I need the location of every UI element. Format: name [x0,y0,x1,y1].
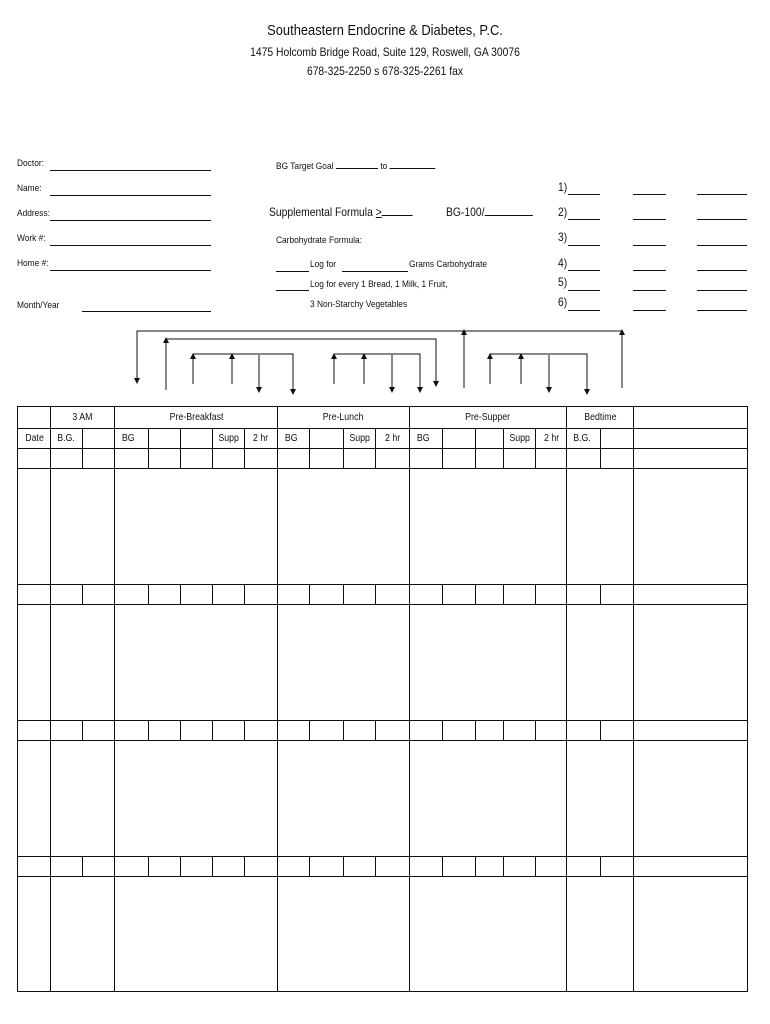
col-lunch-blank [310,429,344,449]
arrow-group-lunch [334,354,420,390]
item-2-label: 2) [558,205,568,219]
col-3am-bg: B.G. [51,429,83,449]
col-breakfast-bg: BG [115,429,148,449]
address-label: Address: [17,208,50,219]
table-row[interactable] [18,721,748,741]
col-lunch-bg: BG [278,429,310,449]
grams-carb-label: Grams Carbohydrate [409,259,488,270]
month-year-label: Month/Year [17,300,60,311]
col-supper-2hr: 2 hr [536,429,567,449]
table-group-header-row [18,407,748,429]
name-label: Name: [17,183,42,194]
col-bedtime-bg: B.G. [567,429,601,449]
col-lunch-supp: Supp [344,429,376,449]
non-starchy-label: 3 Non-Starchy Vegetables [310,299,408,310]
doctor-label: Doctor: [17,158,44,169]
item-5-label: 5) [558,275,568,289]
glucose-log-table [17,406,748,992]
practice-phones: 678-325-2250 s 678-325-2261 fax [306,64,464,78]
table-row[interactable] [18,605,748,721]
arrow-group-breakfast [193,354,293,392]
date-header: Date [18,429,51,449]
home-label: Home #: [17,258,49,269]
date-header-top [18,407,51,429]
timing-arrows-diagram [0,0,770,400]
practice-address: 1475 Holcomb Bridge Road, Suite 129, Roswell, GA 30076 [250,45,520,59]
table-row[interactable] [18,741,748,857]
table-row[interactable] [18,469,748,585]
col-breakfast-blank-1 [148,429,180,449]
item-4-label: 4) [558,256,568,270]
practice-name: Southeastern Endocrine & Diabetes, P.C. [267,22,503,39]
work-label: Work #: [17,233,46,244]
notes-header [634,407,748,429]
col-breakfast-2hr: 2 hr [244,429,277,449]
col-supper-blank-2 [475,429,503,449]
col-supper-supp: Supp [503,429,535,449]
col-notes [634,429,748,449]
table-row[interactable] [18,877,748,992]
arrow-bracket-inner [166,339,436,390]
col-supper-bg: BG [409,429,442,449]
item-1-label: 1) [558,180,568,194]
table-column-header-row [18,429,748,449]
col-breakfast-blank-2 [180,429,212,449]
col-3am-blank [83,429,115,449]
bg-target-goal-label: BG Target Goal to [276,158,435,172]
col-lunch-2hr: 2 hr [376,429,409,449]
supplemental-formula-label: Supplemental Formula > [269,205,413,219]
log-for-label: Log for [310,259,337,270]
col-breakfast-supp: Supp [212,429,244,449]
table-row[interactable] [18,449,748,469]
item-3-label: 3) [558,230,568,244]
arrow-group-supper [490,354,587,392]
group-3am: 3 AM [51,407,115,429]
table-row[interactable] [18,585,748,605]
group-bedtime: Bedtime [567,407,634,429]
bg-100-label: BG-100/ [446,205,533,219]
group-pre-lunch: Pre-Lunch [278,407,410,429]
col-supper-blank-1 [442,429,475,449]
item-6-label: 6) [558,295,568,309]
group-pre-breakfast: Pre-Breakfast [115,407,278,429]
table-row[interactable] [18,856,748,876]
group-pre-supper: Pre-Supper [409,407,567,429]
col-bedtime-blank [601,429,634,449]
carb-formula-label: Carbohydrate Formula: [276,235,362,246]
log-every-label: Log for every 1 Bread, 1 Milk, 1 Fruit, [310,279,448,290]
